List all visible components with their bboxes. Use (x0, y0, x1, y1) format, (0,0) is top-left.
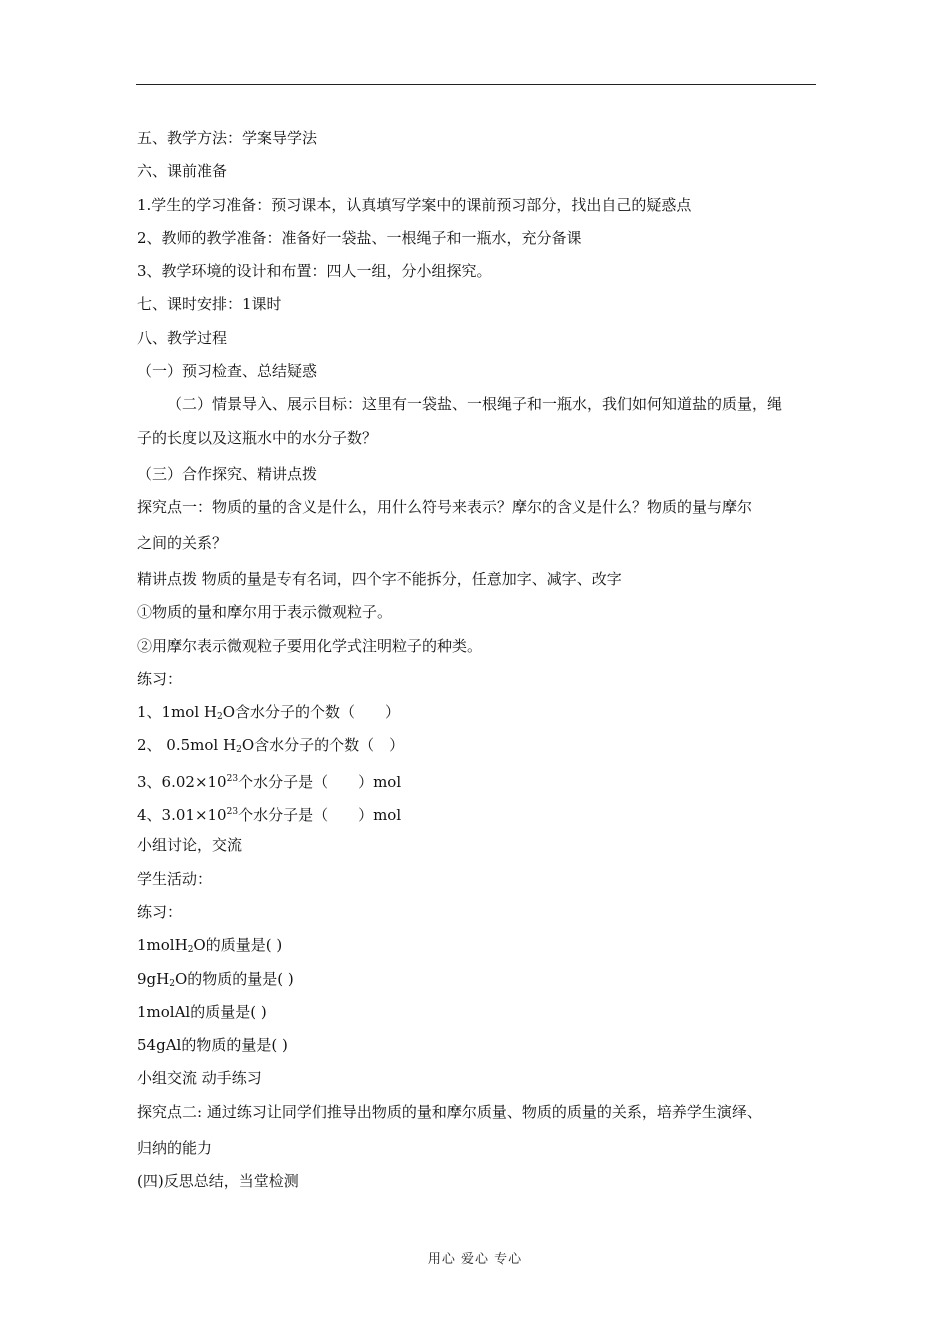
exercise-item: 3、$6.02\times 10^{23}$个水分子是（ ）mol (137, 772, 402, 791)
paragraph: 练习： (137, 669, 183, 688)
page-footer: 用心 爱心 专心 (427, 1252, 523, 1267)
subsection-heading: （一）预习检查、总结疑惑 (137, 362, 318, 381)
paragraph: 3、教学环境的设计和布置：四人一组，分小组探究。 (137, 262, 492, 281)
list-item: ①物质的量和摩尔用于表示微观粒子。 (137, 603, 393, 622)
paragraph: 2、教师的教学准备：准备好一袋盐、一根绳子和一瓶水，充分备课 (137, 228, 582, 247)
document-body (137, 122, 822, 1198)
paragraph: 归纳的能力 (137, 1138, 213, 1157)
paragraph: 小组交流 动手练习 (137, 1069, 262, 1088)
paragraph: 探究点一：物质的量的含义是什么，用什么符号来表示？摩尔的含义是什么？物质的量与摩尔 (137, 497, 753, 516)
paragraph: 练习： (137, 902, 183, 921)
paragraph: 子的长度以及这瓶水中的水分子数？ (137, 428, 378, 447)
exercise-item: 1molAl的质量是( ) (137, 1002, 267, 1021)
section-heading: 五、教学方法：学案导学法 (137, 129, 318, 147)
exercise-item: $9gH_2O$的物质的量是( ) (137, 969, 294, 989)
paragraph: （二）情景导入、展示目标：这里有一袋盐、一根绳子和一瓶水，我们如何知道盐的质量，绳 (167, 395, 783, 414)
paragraph: 1.学生的学习准备：预习课本，认真填写学案中的课前预习部分，找出自己的疑惑点 (137, 195, 692, 214)
paragraph: 探究点二: 通过练习让同学们推导出物质的量和摩尔质量、物质的质量的关系，培养学生演绎、 (137, 1102, 762, 1121)
section-heading: 八、教学过程 (137, 328, 228, 347)
section-heading: 六、课前准备 (137, 162, 228, 181)
subsection-heading: (四)反思总结，当堂检测 (137, 1172, 299, 1191)
paragraph: 之间的关系？ (137, 533, 228, 552)
paragraph: 小组讨论，交流 (137, 836, 243, 855)
exercise-item: 1、1mol $H_2O$含水分子的个数（ ） (137, 703, 401, 723)
exercise-item: 2、 0.5mol $H_2O$含水分子的个数（ ） (137, 736, 405, 756)
exercise-item: 54gAl的物质的量是( ) (137, 1036, 288, 1055)
exercise-item: 1molH$_2$O的质量是( ) (137, 936, 283, 956)
paragraph: 学生活动： (137, 869, 213, 888)
list-item: ②用摩尔表示微观粒子要用化学式注明粒子的种类。 (137, 636, 483, 655)
exercise-item: 4、$3.01\times 10^{23}$个水分子是（ ）mol (137, 806, 402, 825)
paragraph: 精讲点拨 物质的量是专有名词，四个字不能拆分，任意加字、减字、改字 (137, 569, 622, 588)
header-rule (136, 84, 816, 85)
section-heading: 七、课时安排：1课时 (137, 295, 282, 314)
subsection-heading: （三）合作探究、精讲点拨 (137, 464, 318, 483)
